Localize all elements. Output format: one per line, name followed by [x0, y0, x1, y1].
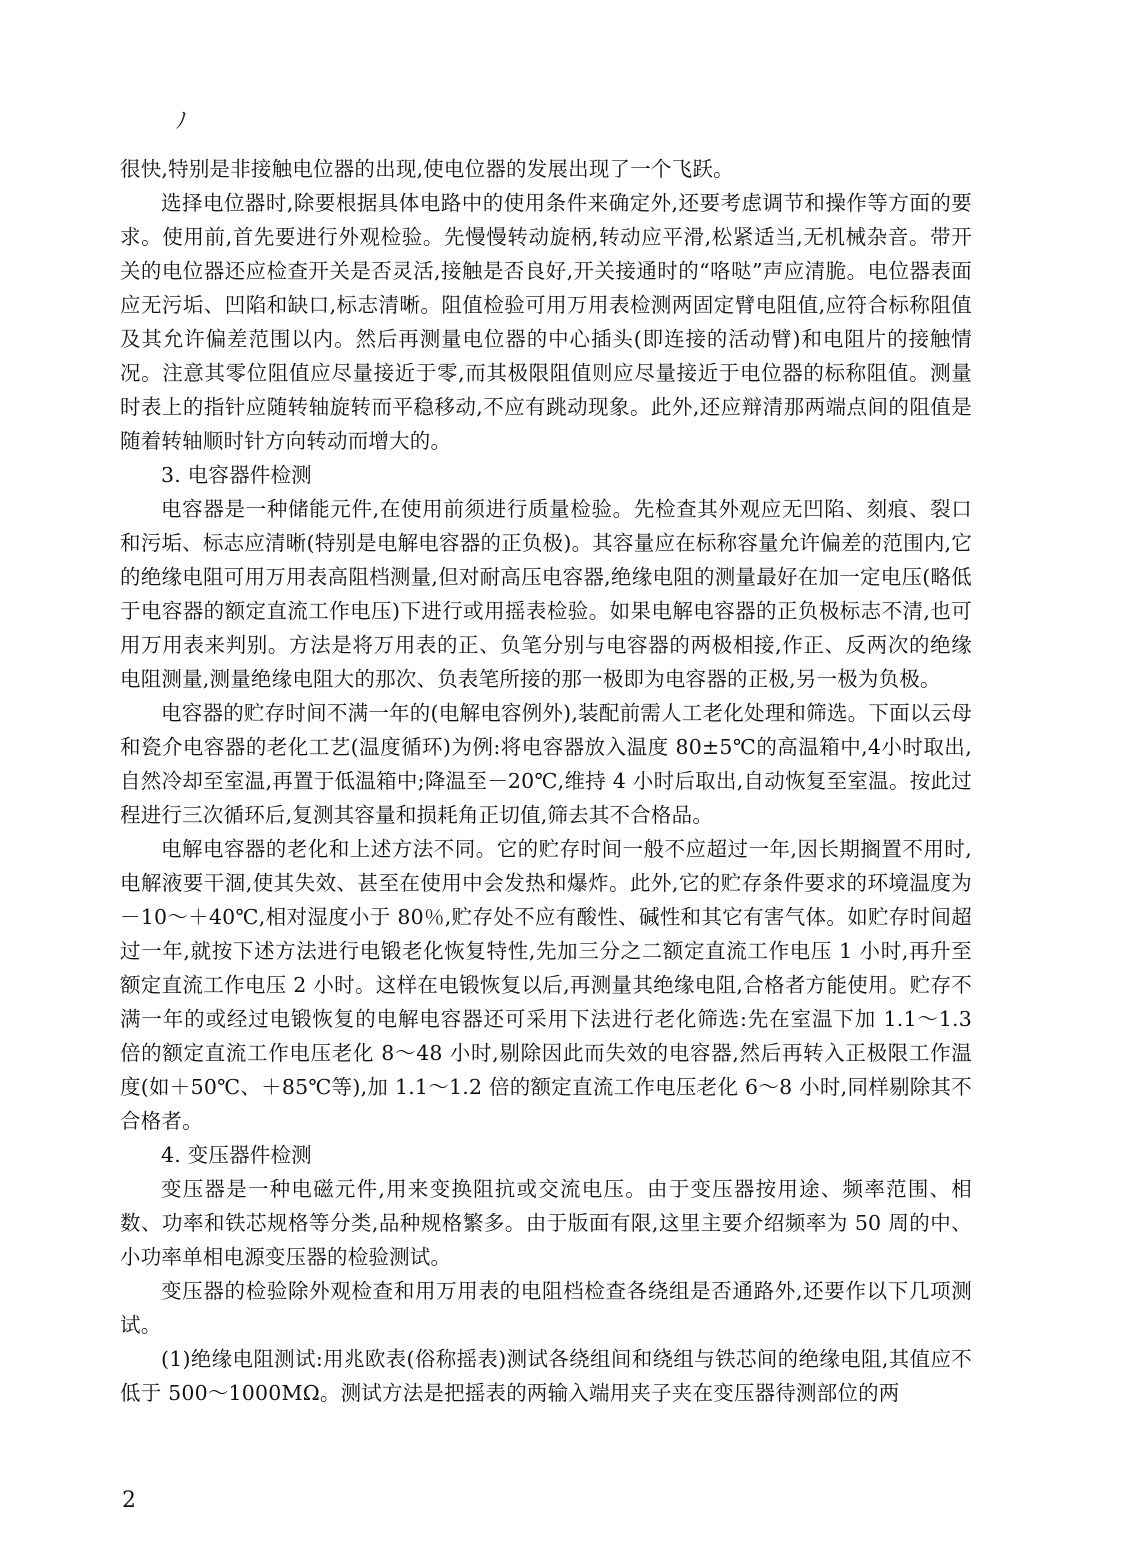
paragraph-transformer-intro: 变压器是一种电磁元件,用来变换阻抗或交流电压。由于变压器按用途、频率范围、相数、功率和铁芯规格等分类,品种规格繁多。由于版面有限,这里主要介绍频率为 50 周的中、小功率单相电源变压器的检验测试。 — [120, 1177, 972, 1269]
paragraph-capacitor-inspection: 电容器是一种储能元件,在使用前须进行质量检验。先检查其外观应无凹陷、刻痕、裂口和污垢、标志应清晰(特别是电解电容器的正负极)。其容量应在标称容量允许偏差的范围内,它的绝缘电阻可用万用表高阻档测量,但对耐高压电容器,绝缘电阻的测量最好在加一定电压(略低于电容器的额定直流工作电压)下进行或用摇表检验。如果电解电容器的正负极标志不清,也可用万用表来判别。方法是将万用表的正、负笔分别与电容器的两极相接,作正、反两次的绝缘电阻测量,测量绝缘电阻大的那次、负表笔所接的那一极即为电容器的正极,另一极为负极。 — [120, 497, 972, 691]
scan-mark: ﾉ — [176, 109, 188, 134]
section-heading-transformer: 4. 变压器件检测 — [161, 1143, 312, 1167]
section-heading-capacitor: 3. 电容器件检测 — [161, 463, 312, 487]
paragraph-continued: 很快,特别是非接触电位器的出现,使电位器的发展出现了一个飞跃。 — [120, 157, 734, 181]
paragraph-capacitor-aging: 电容器的贮存时间不满一年的(电解电容例外),装配前需人工老化处理和筛选。下面以云母和瓷介电容器的老化工艺(温度循环)为例:将电容器放入温度 80±5℃的高温箱中,4小时取出,自然冷却至室温,再置于低温箱中;降温至－20℃,维持 4 小时后取出,自动恢复至室温。按此过程进行三次循环后,复测其容量和损耗角正切值,筛去其不合格品。 — [120, 701, 972, 827]
paragraph-electrolytic-aging: 电解电容器的老化和上述方法不同。它的贮存时间一般不应超过一年,因长期搁置不用时,电解液要干涸,使其失效、甚至在使用中会发热和爆炸。此外,它的贮存条件要求的环境温度为－10～＋40℃,相对湿度小于 80％,贮存处不应有酸性、碱性和其它有害气体。如贮存时间超过一年,就按下述方法进行电锻老化恢复特性,先加三分之二额定直流工作电压 1 小时,再升至额定直流工作电压 2 小时。这样在电锻恢复以后,再测量其绝缘电阻,合格者方能使用。贮存不满一年的或经过电锻恢复的电解电容器还可采用下法进行老化筛选:先在室温下加 1.1～1.3 倍的额定直流工作电压老化 8～48 小时,剔除因此而失效的电容器,然后再转入正极限工作温度(如＋50℃、＋85℃等),加 1.1～1.2 倍的额定直流工作电压老化 6～8 小时,同样剔除其不合格者。 — [120, 837, 972, 1133]
paragraph-transformer-inspection: 变压器的检验除外观检查和用万用表的电阻档检查各绕组是否通路外,还要作以下几项测试。 — [120, 1279, 972, 1337]
paragraph-insulation-test: (1)绝缘电阻测试:用兆欧表(俗称摇表)测试各绕组间和绕组与铁芯间的绝缘电阻,其值应不低于 500～1000MΩ。测试方法是把摇表的两输入端用夹子夹在变压器待测部位的两 — [120, 1347, 972, 1405]
page-number: 2 — [122, 1488, 136, 1513]
paragraph-potentiometer-selection: 选择电位器时,除要根据具体电路中的使用条件来确定外,还要考虑调节和操作等方面的要求。使用前,首先要进行外观检验。先慢慢转动旋柄,转动应平滑,松紧适当,无机械杂音。带开关的电位器还应检查开关是否灵活,接触是否良好,开关接通时的“咯哒”声应清脆。电位器表面应无污垢、凹陷和缺口,标志清晰。阻值检验可用万用表检测两固定臂电阻值,应符合标称阻值及其允许偏差范围以内。然后再测量电位器的中心插头(即连接的活动臂)和电阻片的接触情况。注意其零位阻值应尽量接近于零,而其极限阻值则应尽量接近于电位器的标称阻值。测量时表上的指针应随转轴旋转而平稳移动,不应有跳动现象。此外,还应辩清那两端点间的阻值是随着转轴顺时针方向转动而增大的。 — [120, 191, 972, 453]
body-text — [120, 152, 972, 1410]
